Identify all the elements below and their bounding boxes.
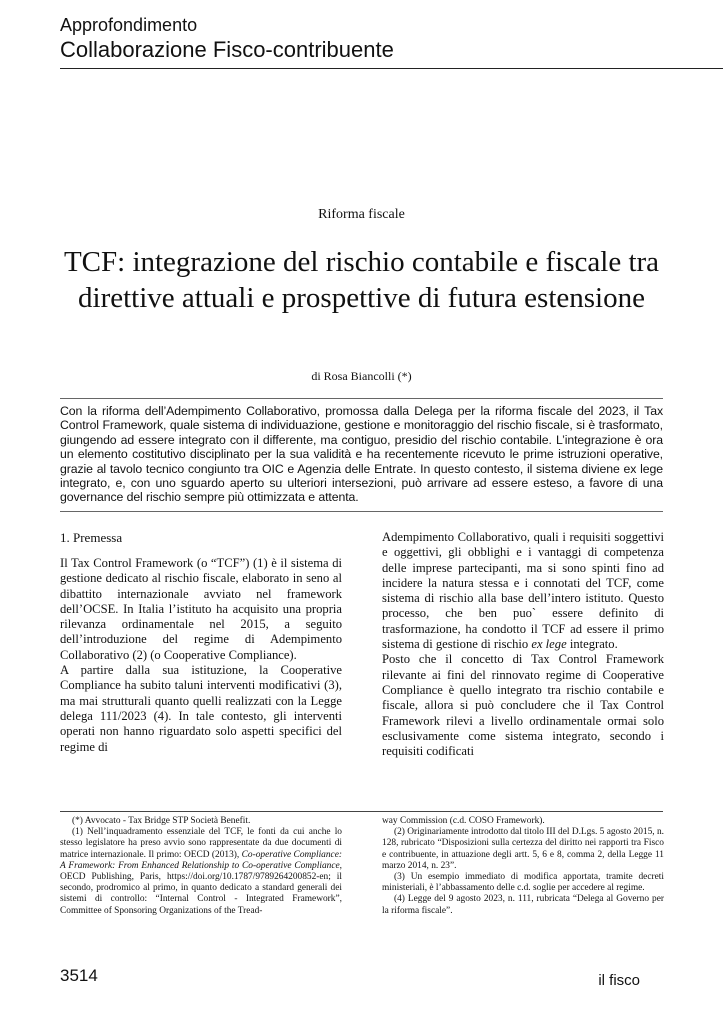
footnote-ref[interactable]: (4)	[153, 708, 169, 723]
body-column-right	[382, 530, 664, 759]
header-section-label: Approfondimento	[60, 15, 198, 35]
footnote-ref[interactable]: (1)	[252, 556, 268, 570]
body-column-left	[60, 530, 342, 755]
body-paragraph: Adempimento Collaborativo, quali i requisiti soggettivi e oggettivi, gli obblighi e i vantaggi di competenza delle imprese partecipanti, ma si sono spinti fino ad incidere la natura stessa e i connotati del TCF, come sistema di rischio alla base dell’intero istituto. Questo processo, che ben puo` essere definito di trasformazione, ha condotto il TCF ad essere il primo sistema di gestione di rischio ex lege integrato.	[382, 530, 664, 652]
abstract-top-divider	[60, 398, 663, 399]
article-kicker: Riforma fiscale	[318, 207, 405, 222]
section-heading: 1. Premessa	[60, 530, 123, 545]
footnote-2: (2) Originariamente introdotto dal titolo III del D.Lgs. 5 agosto 2015, n. 128, rubricato “Disposizioni sulla certezza del diritto nei rapporti tra Fisco e contribuente, in attuazione degli artt. 5, 6 e 8, comma 2, della Legge 11 marzo 2014, n. 23”.	[382, 827, 664, 871]
header-divider	[60, 68, 723, 69]
body-paragraph: Il Tax Control Framework (o “TCF”) (1) è il sistema di gestione dedicato al rischio fiscale, elaborato in seno al dibattito internazionale avviato nel framework dell’OCSE. In Italia l’istituto ha acquisito una propria rilevanza ordinamentale nel 2015, a seguito dell’introduzione del regime di Adempimento Collaborativo (2) (o Cooperative Compliance).	[60, 556, 342, 662]
header-title: Collaborazione Fisco-contribuente	[60, 37, 394, 62]
footnote-1: (1) Nell’inquadramento essenziale del TCF, le fonti da cui anche lo stesso legislatore ha preso avvio sono rappresentate da due documenti di matrice internazionale. Il primo: OECD (2013), Co-operative Compliance: A Framework: From Enhanced Relationship to Co-operative Compliance, OECD Publishing, Paris, https://doi.org/10.1787/9789264200852-en; il secondo, prodromico al primo, in quanto dedicato a standard generali dei sistemi di controllo: “Internal Control - Integrated Framework”, Committee of Sponsoring Organizations of the Tread-	[60, 827, 342, 916]
footnote-3: (3) Un esempio immediato di modifica apportata, tramite decreti ministeriali, è l’abbassamento delle c.d. soglie per accedere al regime.	[382, 872, 664, 894]
body-paragraph: A partire dalla sua istituzione, la Cooperative Compliance ha subito taluni interventi modificativi (3), ma mai strutturali quanto quelli realizzati con la Legge delega 111/2023 (4). In tale contesto, gli interventi operati non hanno riguardato solo aspetti specifici del regime di	[60, 663, 342, 754]
article-byline: di Rosa Biancolli (*)	[311, 369, 412, 383]
article-abstract: Con la riforma dell’Adempimento Collaborativo, promossa dalla Delega per la riforma fiscale del 2023, il Tax Control Framework, quale sistema di individuazione, gestione e monitoraggio del rischio fiscale, si è trasformato, giungendo ad essere integrato con il differente, ma contiguo, presidio del rischio contabile. L’integrazione è ora un elemento costitutivo disciplinato per la sua validità e ha recentemente ricevuto le prime istruzioni operative, grazie al tavolo tecnico congiunto tra OIC e Agenzia delle Entrate. In questo contesto, il sistema diviene ex lege integrato, e, con uno sguardo aperto su ulteriori intersezioni, può arrivare ad essere esteso, a favore di una governance del rischio sempre più ottimizzata e attenta.	[60, 404, 663, 505]
footnote-4: (4) Legge del 9 agosto 2023, n. 111, rubricata “Delega al Governo per la riforma fiscale”.	[382, 894, 664, 916]
body-paragraph: Posto che il concetto di Tax Control Framework rilevante ai fini del rinnovato regime di Cooperative Compliance è quello integrato tra rischio contabile e fiscale, allora si può concludere che il Tax Control Framework rilevi a livello ordinamentale ormai solo esclusivamente come sistema integrato, secondo i requisiti codificati	[382, 652, 664, 759]
emphasis-text: ex lege	[531, 637, 567, 652]
footnotes-column-right	[382, 816, 664, 917]
running-header	[60, 14, 723, 64]
footnote-ref[interactable]: (2)	[132, 647, 148, 662]
footnotes-divider	[60, 811, 663, 812]
footnote-1-continued: way Commission (c.d. COSO Framework).	[382, 816, 545, 826]
publication-name: il fisco	[598, 972, 640, 989]
abstract-bottom-divider	[60, 511, 663, 512]
footnote-ref[interactable]: (3)	[324, 678, 339, 693]
footnotes-column-left	[60, 816, 342, 917]
page-number: 3514	[60, 966, 98, 985]
article-title: TCF: integrazione del rischio contabile e fiscale tra direttive attuali e prospettive di futura estensione	[63, 246, 660, 314]
footnote-author: (*) Avvocato - Tax Bridge STP Società Benefit.	[72, 816, 251, 826]
